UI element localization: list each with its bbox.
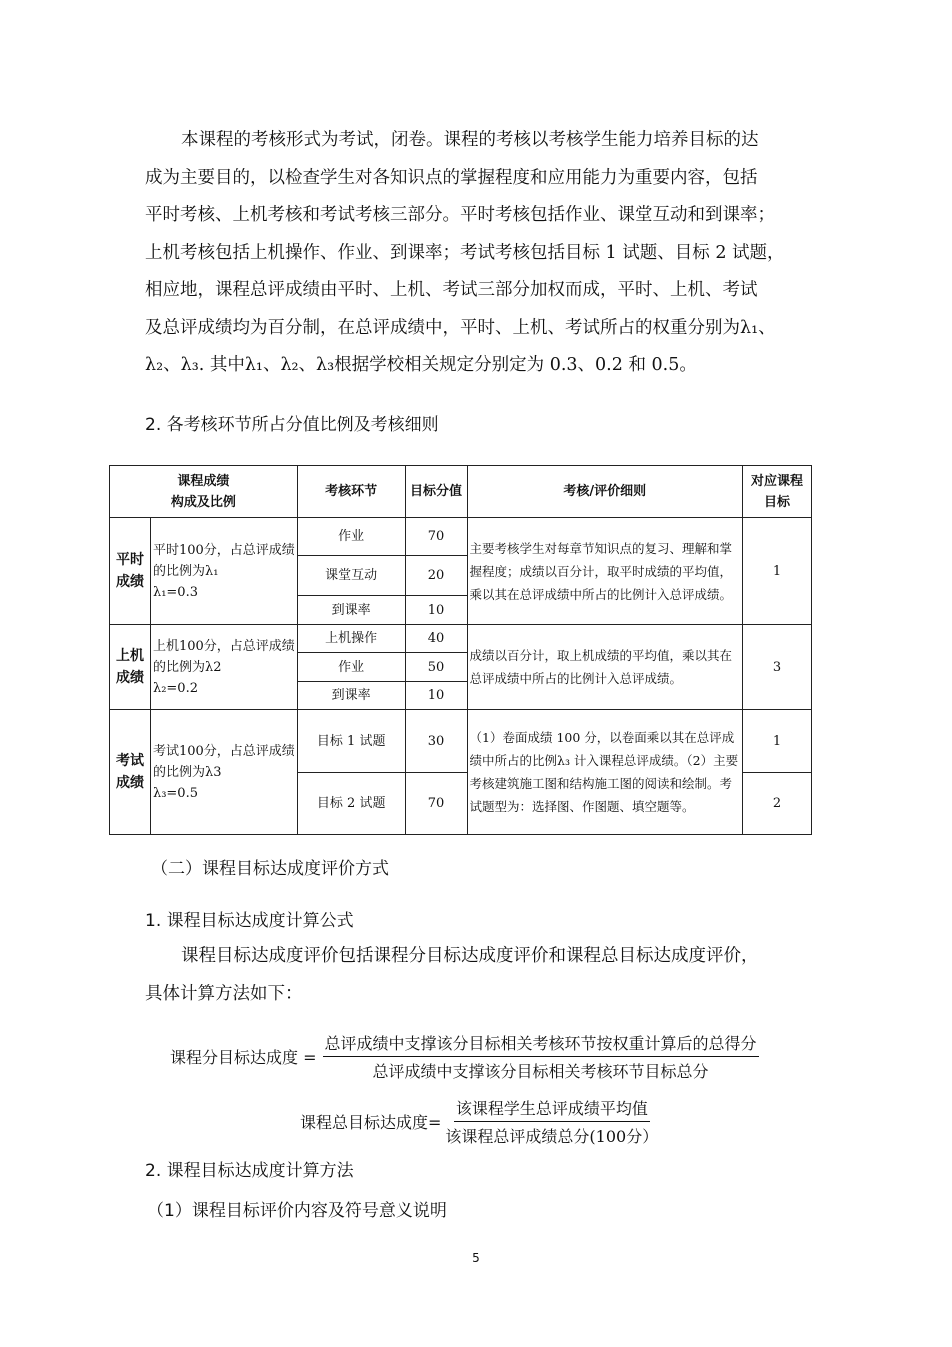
header-section: 考核环节 [297, 466, 405, 518]
score-cell: 30 [405, 710, 467, 773]
group-ratio-lab: 上机100分，占总评成绩 的比例为λ2 λ₂=0.2 [150, 625, 297, 710]
section-cell: 作业 [297, 518, 405, 556]
objective-cell: 2 [743, 773, 812, 835]
objective-cell: 1 [743, 518, 812, 625]
heading-assessment-ratio: 2. 各考核环节所占分值比例及考核细则 [145, 415, 439, 435]
header-target-score: 目标分值 [405, 466, 467, 518]
section-cell: 作业 [297, 653, 405, 682]
intro-line: 及总评成绩均为百分制，在总评成绩中，平时、上机、考试所占的权重分别为λ₁、 [145, 317, 776, 338]
table-row [110, 710, 812, 773]
score-cell: 10 [405, 596, 467, 625]
section-cell: 目标 1 试题 [297, 710, 405, 773]
group-name-exam: 考试 成绩 [110, 710, 151, 835]
heading-symbol-explanation: （1）课程目标评价内容及符号意义说明 [147, 1201, 447, 1221]
formula-label: 课程总目标达成度= [300, 1113, 442, 1132]
details-regular: 主要考核学生对每章节知识点的复习、理解和掌握程度；成绩以百分计，取平时成绩的平均值，乘以其在总评成绩中所占的比例计入总评成绩。 [467, 518, 743, 625]
group-name-regular: 平时 成绩 [110, 518, 151, 625]
intro-line: 平时考核、上机考核和考试考核三部分。平时考核包括作业、课堂互动和到课率； [145, 205, 775, 225]
group-ratio-exam: 考试100分，占总评成绩 的比例为λ3 λ₃=0.5 [150, 710, 297, 835]
details-lab: 成绩以百分计，取上机成绩的平均值，乘以其在总评成绩中所占的比例计入总评成绩。 [467, 625, 743, 710]
formula-numerator: 总评成绩中支撑该分目标相关考核环节按权重计算后的总得分 [323, 1031, 759, 1057]
group-name-lab: 上机 成绩 [110, 625, 151, 710]
header-details: 考核/评价细则 [467, 466, 743, 518]
table-row [110, 625, 812, 653]
formula-denominator: 该课程总评成绩总分(100分） [445, 1127, 659, 1146]
intro-line: 本课程的考核形式为考试，闭卷。课程的考核以考核学生能力培养目标的达 [181, 130, 759, 150]
score-cell: 10 [405, 682, 467, 710]
formula-label: 课程分目标达成度 = [170, 1048, 317, 1067]
heading-evaluation-method: （二）课程目标达成度评价方式 [151, 859, 389, 879]
section-cell: 课堂互动 [297, 556, 405, 596]
table-header-row [110, 466, 812, 518]
formula-fraction [443, 1096, 660, 1147]
formula-intro [145, 938, 810, 1013]
intro-line: 成为主要目的，以检查学生对各知识点的掌握程度和应用能力为重要内容，包括 [145, 167, 758, 188]
score-cell: 40 [405, 625, 467, 653]
formula-intro-line: 课程目标达成度评价包括课程分目标达成度评价和课程总目标达成度评价， [181, 946, 759, 966]
formula-intro-line: 具体计算方法如下： [145, 983, 303, 1004]
header-composition: 课程成绩 构成及比例 [110, 466, 298, 518]
section-cell: 上机操作 [297, 625, 405, 653]
formula-numerator: 该课程学生总评成绩平均值 [454, 1096, 650, 1122]
objective-cell: 3 [743, 625, 812, 710]
formula-denominator: 总评成绩中支撑该分目标相关考核环节目标总分 [372, 1062, 709, 1081]
section-cell: 到课率 [297, 682, 405, 710]
group-ratio-regular: 平时100分，占总评成绩 的比例为λ₁ λ₁=0.3 [150, 518, 297, 625]
section-cell: 目标 2 试题 [297, 773, 405, 835]
details-exam: （1）卷面成绩 100 分，以卷面乘以其在总评成绩中所占的比例λ₃ 计入课程总评成绩。（2）主要考核建筑施工图和结构施工图的阅读和绘制。考试题型为：选择图、作图题、填空题等。 [467, 710, 743, 835]
heading-formula: 1. 课程目标达成度计算公式 [145, 911, 354, 931]
section-cell: 到课率 [297, 596, 405, 625]
intro-line: 相应地，课程总评成绩由平时、上机、考试三部分加权而成，平时、上机、考试 [145, 280, 758, 300]
score-cell: 20 [405, 556, 467, 596]
objective-cell: 1 [743, 710, 812, 773]
header-objective: 对应课程 目标 [743, 466, 812, 518]
formula-sub-objective [170, 1031, 759, 1082]
score-cell: 70 [405, 773, 467, 835]
page-number: 5 [472, 1251, 480, 1265]
intro-paragraph [145, 122, 810, 385]
score-cell: 50 [405, 653, 467, 682]
intro-line: 上机考核包括上机操作、作业、到课率；考试考核包括目标 1 试题、目标 2 试题， [145, 242, 785, 263]
table-row [110, 518, 812, 556]
intro-line: λ₂、λ₃. 其中λ₁、λ₂、λ₃根据学校相关规定分别定为 0.3、0.2 和 0.5。 [145, 355, 697, 375]
score-cell: 70 [405, 518, 467, 556]
formula-fraction [323, 1031, 759, 1082]
assessment-table [109, 465, 812, 835]
formula-total-objective [300, 1096, 660, 1147]
heading-calc-method: 2. 课程目标达成度计算方法 [145, 1161, 354, 1181]
